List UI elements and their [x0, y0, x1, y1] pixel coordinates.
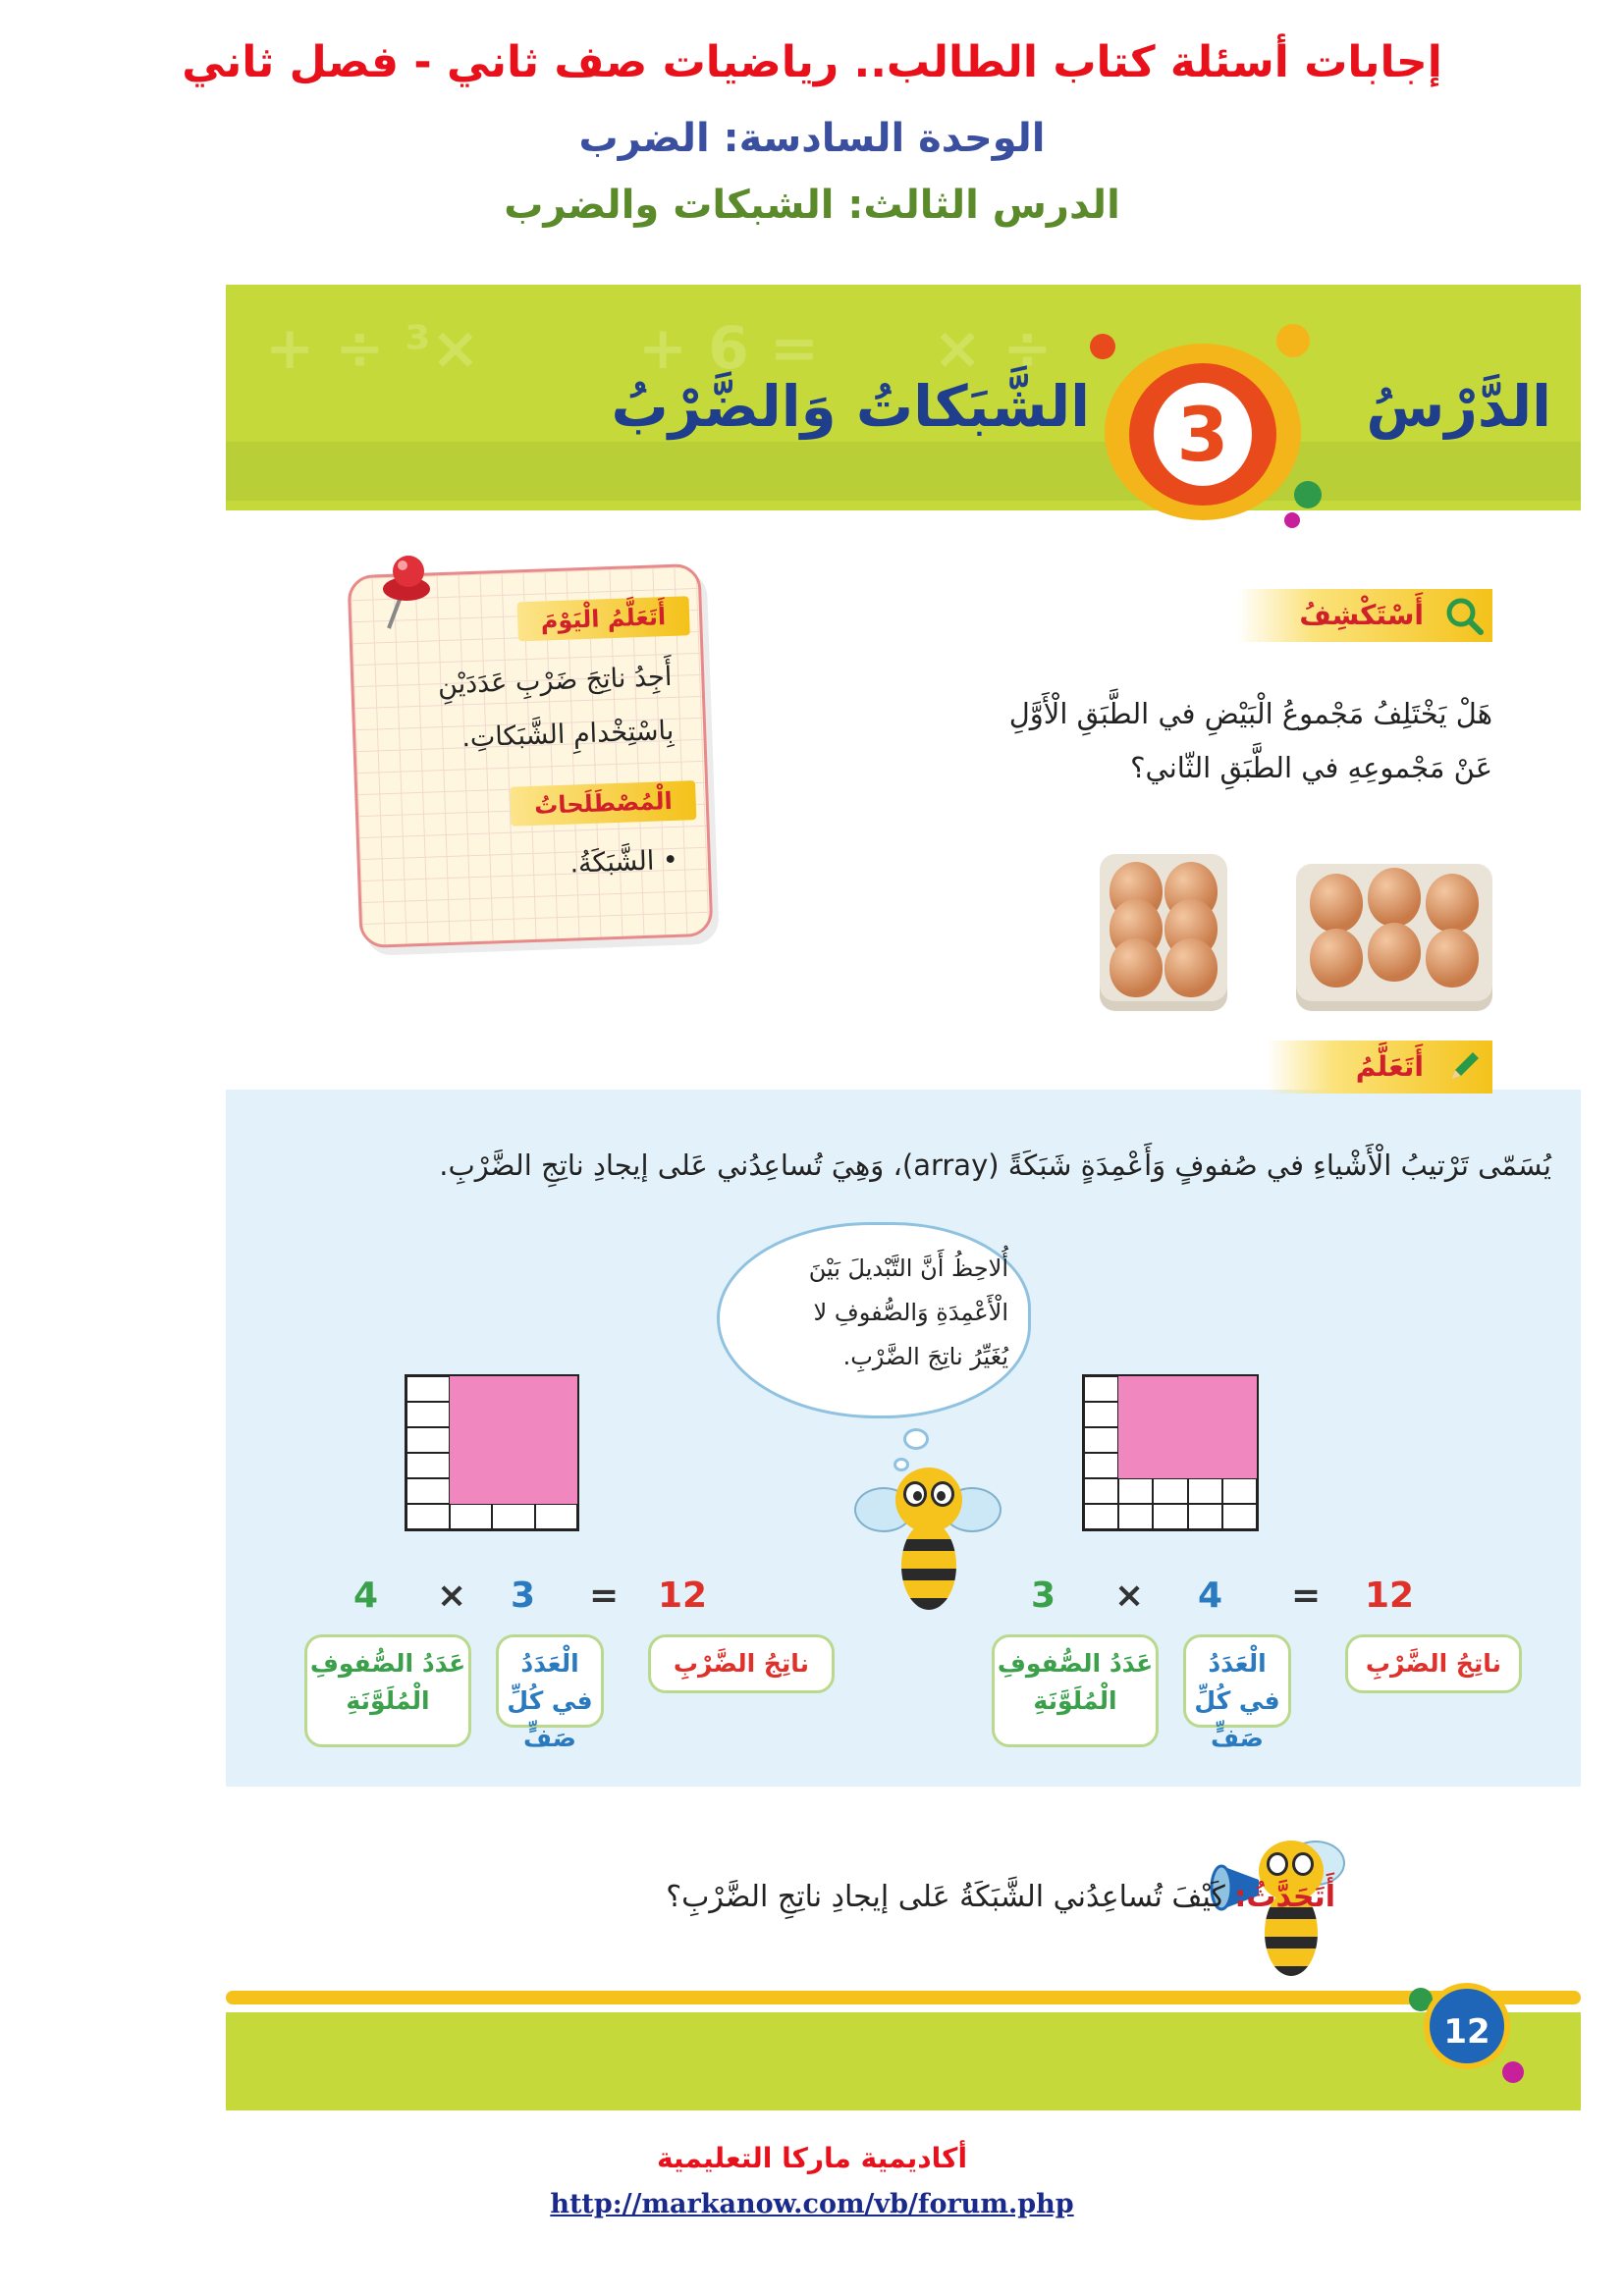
eq-left-equals: = — [589, 1575, 620, 1616]
grid-cell — [1084, 1478, 1118, 1504]
term-item: • الشَّبَكَةُ. — [568, 844, 679, 880]
egg-tray-first — [1296, 864, 1492, 1001]
eq-right-product: 12 — [1365, 1575, 1415, 1616]
callout-right-rows: عَدَدُ الصُّفوفِ الْمُلَوَّنَةِ — [992, 1634, 1159, 1747]
cloud-line3: يُغَيِّرُ ناتِجَ الضَّرْبِ. — [842, 1343, 1008, 1370]
talk-question: كَيْفَ تُساعِدُني الشَّبَكَةُ عَلى إيجادِ ناتِجِ الضَّرْبِ؟ — [666, 1880, 1225, 1914]
bee-body — [901, 1522, 956, 1610]
grid-cell — [1084, 1427, 1118, 1453]
explore-tag — [1237, 589, 1492, 642]
grid-cell — [450, 1376, 493, 1402]
footer-band — [226, 2012, 1581, 2110]
grid-cell — [535, 1427, 578, 1453]
explore-question-line1: هَلْ يَخْتَلِفُ مَجْموعُ الْبَيْضِ في الطَّبَقِ الْأَوَّلِ — [1008, 697, 1492, 730]
eq-right-each: 4 — [1198, 1575, 1223, 1616]
grid-cell — [1153, 1427, 1187, 1453]
bee-eye — [1292, 1852, 1314, 1876]
grid-cell — [492, 1427, 535, 1453]
grid-cell — [406, 1427, 450, 1453]
lesson-number: 3 — [1154, 383, 1252, 486]
decor-dot — [1502, 2061, 1524, 2083]
equation-right — [1021, 1575, 1434, 1625]
grid-cell — [1222, 1376, 1257, 1402]
eq-left-each: 3 — [511, 1575, 536, 1616]
thought-cloud — [717, 1222, 1031, 1418]
eq-left-rows: 4 — [353, 1575, 379, 1616]
grid-cell — [450, 1504, 493, 1529]
grid-cell — [1118, 1427, 1153, 1453]
page-number: 12 — [1424, 1983, 1510, 2069]
decor-dot — [1284, 512, 1300, 528]
grid-cell — [1118, 1376, 1153, 1402]
callout-left-product: ناتِجُ الضَّرْبِ — [648, 1634, 835, 1693]
grid-cell — [1153, 1402, 1187, 1427]
forum-link[interactable]: http://markanow.com/vb/forum.php — [550, 2189, 1074, 2219]
talk-label: أَتَحَدَّثُ: — [1234, 1880, 1335, 1914]
pushpin-icon — [363, 550, 442, 638]
grid-cell — [1188, 1427, 1222, 1453]
grid-cell — [450, 1402, 493, 1427]
grid-cell — [1222, 1427, 1257, 1453]
grid-cell — [406, 1376, 450, 1402]
grid-cell — [1118, 1478, 1153, 1504]
grid-cell — [406, 1504, 450, 1529]
today-label: أَتَعَلَّمُ الْيَوْمَ — [516, 596, 690, 641]
grid-cell — [1222, 1402, 1257, 1427]
terms-label: الْمُصْطَلَحاتُ — [511, 780, 697, 827]
lesson-banner — [226, 285, 1581, 510]
banner-decoration: ÷ × — [933, 314, 1053, 383]
grid-cell — [1222, 1478, 1257, 1504]
lesson-word: الدَّرْسُ — [1366, 373, 1551, 440]
bee-pupil — [913, 1491, 922, 1501]
magnifier-icon — [1443, 595, 1485, 636]
grid-cell — [535, 1402, 578, 1427]
bee-mascot — [854, 1448, 1001, 1634]
grid-cell — [535, 1478, 578, 1504]
grid-cell — [1153, 1478, 1187, 1504]
banner-band — [226, 442, 1581, 501]
decor-dot — [1276, 324, 1310, 357]
footer-stripe — [226, 1991, 1581, 2004]
grid-cell — [450, 1427, 493, 1453]
callout-left-each: الْعَدَدُ في كُلِّ صَفٍّ — [496, 1634, 604, 1728]
grid-cell — [492, 1376, 535, 1402]
decor-dot — [1294, 481, 1322, 508]
grid-cell — [450, 1453, 493, 1478]
grid-cell — [1188, 1478, 1222, 1504]
array-grid-right — [1082, 1374, 1259, 1531]
learn-label: أَتَعَلَّمُ — [1355, 1050, 1424, 1083]
grid-cell — [1084, 1402, 1118, 1427]
grid-cell — [492, 1478, 535, 1504]
banner-decoration: ×³ ÷ + — [265, 314, 480, 383]
pencil-icon — [1443, 1046, 1485, 1088]
callout-right-each: الْعَدَدُ في كُلِّ صَفٍّ — [1183, 1634, 1291, 1728]
grid-cell — [535, 1376, 578, 1402]
banner-decoration: = 6 + — [638, 314, 820, 383]
grid-cell — [492, 1504, 535, 1529]
today-line1: أَجِدُ ناتِجَ ضَرْبِ عَدَدَيْنِ — [437, 661, 673, 701]
grid-cell — [535, 1453, 578, 1478]
eq-left-times: × — [437, 1575, 467, 1616]
cloud-bubble — [903, 1428, 929, 1450]
equation-left — [344, 1575, 736, 1625]
egg — [1310, 874, 1363, 933]
grid-cell — [1188, 1453, 1222, 1478]
grid-cell — [492, 1453, 535, 1478]
grid-cell — [1118, 1402, 1153, 1427]
grid-cell — [1222, 1504, 1257, 1529]
egg — [1164, 938, 1218, 997]
grid-cell — [1188, 1504, 1222, 1529]
explore-question-line2: عَنْ مَجْموعِهِ في الطَّبَقِ الثّاني؟ — [1130, 751, 1492, 784]
grid-cell — [1084, 1453, 1118, 1478]
lesson-title: الشَّبَكاتُ وَالضَّرْبُ — [611, 373, 1090, 440]
explore-label: أَسْتَكْشِفُ — [1299, 599, 1424, 631]
egg — [1426, 874, 1479, 933]
grid-cell — [1153, 1453, 1187, 1478]
cloud-line1: أُلاحِظُ أَنَّ التَّبْديلَ بَيْنَ — [808, 1255, 1008, 1282]
bee-eye — [1267, 1852, 1288, 1876]
egg-tray-second — [1100, 854, 1227, 1001]
doc-title: إجابات أسئلة كتاب الطالب.. رياضيات صف ثاني - فصل ثاني — [182, 37, 1442, 87]
decor-dot — [1090, 334, 1115, 359]
grid-cell — [1118, 1453, 1153, 1478]
array-definition: يُسَمّى تَرْتيبُ الْأَشْياءِ في صُفوفٍ وَأَعْمِدَةٍ شَبَكَةً (array)، وَهِيَ تُساعِدُني عَلى إيجادِ ناتِجِ الضَّرْبِ. — [439, 1148, 1551, 1182]
bee-pupil — [937, 1491, 946, 1501]
grid-cell — [406, 1402, 450, 1427]
grid-cell — [1118, 1504, 1153, 1529]
grid-cell — [1084, 1504, 1118, 1529]
learn-tag — [1267, 1041, 1492, 1094]
egg — [1110, 938, 1163, 997]
grid-cell — [1084, 1376, 1118, 1402]
egg — [1368, 923, 1421, 982]
grid-cell — [1188, 1402, 1222, 1427]
eq-right-times: × — [1114, 1575, 1145, 1616]
unit-title: الوحدة السادسة: الضرب — [578, 116, 1046, 161]
grid-cell — [1222, 1453, 1257, 1478]
eq-right-rows: 3 — [1031, 1575, 1056, 1616]
grid-cell — [406, 1478, 450, 1504]
lesson-heading: الدرس الثالث: الشبكات والضرب — [504, 183, 1120, 228]
academy-name: أكاديمية ماركا التعليمية — [656, 2142, 968, 2174]
array-grid-left — [405, 1374, 579, 1531]
grid-cell — [1188, 1376, 1222, 1402]
today-line2: بِاسْتِخْدامِ الشَّبَكاتِ. — [460, 715, 675, 754]
grid-cell — [535, 1504, 578, 1529]
grid-cell — [492, 1402, 535, 1427]
egg — [1426, 929, 1479, 988]
grid-cell — [450, 1478, 493, 1504]
eq-right-equals: = — [1291, 1575, 1322, 1616]
grid-cell — [406, 1453, 450, 1478]
grid-cell — [1153, 1504, 1187, 1529]
callout-right-product: ناتِجُ الضَّرْبِ — [1345, 1634, 1522, 1693]
egg — [1368, 868, 1421, 927]
eq-left-product: 12 — [658, 1575, 708, 1616]
grid-cell — [1153, 1376, 1187, 1402]
textbook-page — [226, 285, 1581, 2110]
talk-prompt — [666, 1880, 1335, 1914]
egg — [1310, 929, 1363, 988]
cloud-line2: الْأَعْمِدَةِ وَالصُّفوفِ لا — [813, 1299, 1008, 1326]
callout-left-rows: عَدَدُ الصُّفوفِ الْمُلَوَّنَةِ — [304, 1634, 471, 1747]
